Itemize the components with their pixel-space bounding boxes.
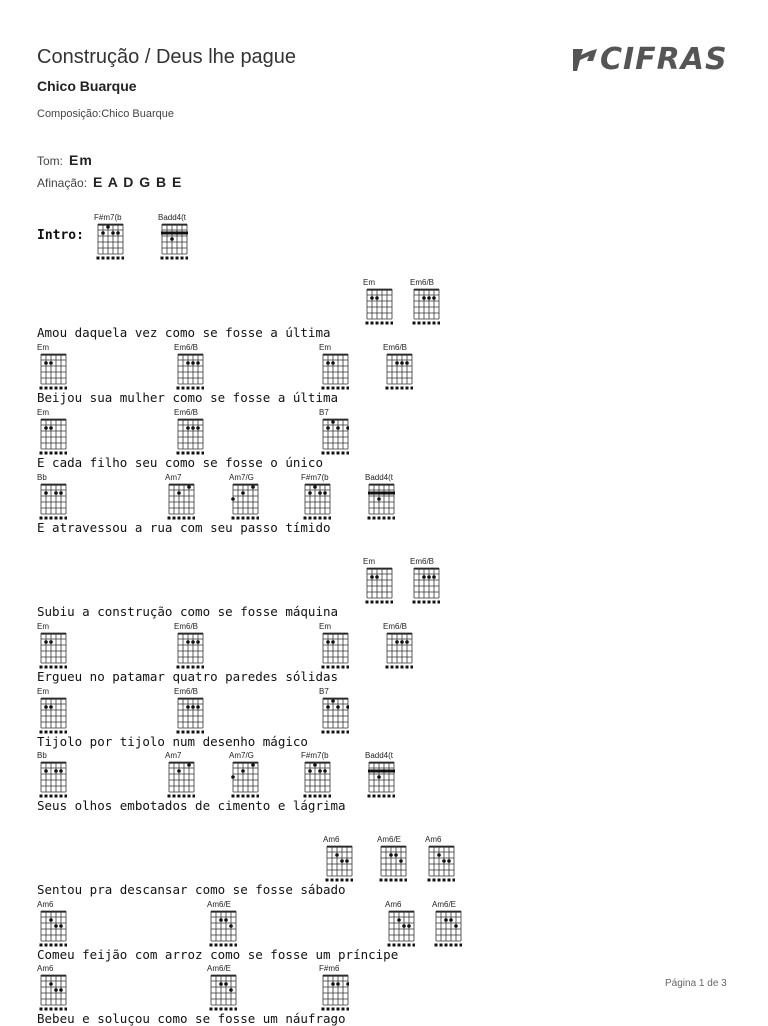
chord-grid xyxy=(319,973,349,1011)
chord-grid xyxy=(207,973,237,1011)
lyric-line: E atravessou a rua com seu passo tímido xyxy=(37,520,331,535)
chord-diagram xyxy=(319,622,351,668)
chord-grid xyxy=(37,760,67,798)
chord-diagram xyxy=(410,278,442,324)
chord-diagram xyxy=(37,408,69,454)
chord-name: Em6/B xyxy=(174,408,199,417)
chord-name: Am6 xyxy=(385,900,402,909)
chord-diagram xyxy=(410,557,442,603)
chord-grid xyxy=(174,696,204,734)
chord-name: F#m7(b xyxy=(94,213,122,222)
chord-grid xyxy=(37,696,67,734)
chord-name: B7 xyxy=(319,408,329,417)
chord-name: Am6 xyxy=(425,835,442,844)
chord-grid xyxy=(94,222,124,260)
chord-grid xyxy=(365,482,395,520)
lyric-line: Ergueu no patamar quatro paredes sólidas xyxy=(37,669,339,684)
chord-grid xyxy=(37,482,67,520)
chord-name: Em6/B xyxy=(410,278,435,287)
chord-name: Am6 xyxy=(37,964,54,973)
chord-diagram xyxy=(383,622,415,668)
chord-name: Em xyxy=(37,622,49,631)
chord-name: Em6/B xyxy=(174,622,199,631)
chord-diagram xyxy=(377,835,409,881)
chord-diagram xyxy=(37,622,69,668)
chord-grid xyxy=(37,631,67,669)
chord-name: Am6 xyxy=(323,835,340,844)
chord-name: Badd4(t xyxy=(365,751,394,760)
chord-diagram xyxy=(37,751,69,797)
page-indicator: Página 1 de 3 xyxy=(665,978,727,989)
chord-grid xyxy=(165,760,195,798)
chord-grid xyxy=(319,631,349,669)
chord-name: Am7/G xyxy=(229,751,254,760)
chord-grid xyxy=(319,352,349,390)
chord-grid xyxy=(174,417,204,455)
chord-diagram xyxy=(207,900,239,946)
chord-name: Bb xyxy=(37,473,47,482)
chord-name: F#m6 xyxy=(319,964,340,973)
chord-diagram xyxy=(174,687,206,733)
chord-diagram xyxy=(319,687,351,733)
chord-diagram xyxy=(383,343,415,389)
chord-name: Am6/E xyxy=(207,900,232,909)
chord-grid xyxy=(319,417,349,455)
chord-name: Em6/B xyxy=(383,343,408,352)
chord-grid xyxy=(37,352,67,390)
chord-grid xyxy=(165,482,195,520)
chord-diagram xyxy=(301,751,333,797)
chord-grid xyxy=(385,909,415,947)
chord-name: Bb xyxy=(37,751,47,760)
cifras-logo[interactable] xyxy=(570,42,728,77)
chord-diagram xyxy=(207,964,239,1010)
chord-diagram xyxy=(165,751,197,797)
chord-diagram xyxy=(37,343,69,389)
page-title: Construção / Deus lhe pague xyxy=(37,46,297,68)
lyric-line: Tijolo por tijolo num desenho mágico xyxy=(37,734,308,749)
chord-name: Am7 xyxy=(165,473,182,482)
chord-grid xyxy=(365,760,395,798)
chord-diagram xyxy=(365,473,397,519)
chord-name: Em xyxy=(37,408,49,417)
afinacao-row xyxy=(37,174,182,190)
chord-diagram xyxy=(323,835,355,881)
chord-diagram xyxy=(37,687,69,733)
chord-grid xyxy=(377,844,407,882)
intro-label: Intro: xyxy=(37,228,84,243)
afinacao-value: E A D G B E xyxy=(93,174,183,190)
chord-name: Em xyxy=(319,343,331,352)
lyric-line: Bebeu e soluçou como se fosse um náufrago xyxy=(37,1011,346,1026)
chord-grid xyxy=(410,566,440,604)
lyric-line: Sentou pra descansar como se fosse sábado xyxy=(37,882,346,897)
chord-name: Em6/B xyxy=(174,687,199,696)
afinacao-label: Afinação: xyxy=(37,176,88,190)
chord-diagram xyxy=(37,900,69,946)
chord-diagram xyxy=(174,343,206,389)
chord-grid xyxy=(174,352,204,390)
chord-diagram xyxy=(365,751,397,797)
chord-grid xyxy=(158,222,188,260)
chord-diagram xyxy=(37,473,69,519)
chord-diagram xyxy=(174,622,206,668)
chord-diagram xyxy=(174,408,206,454)
chord-grid xyxy=(363,566,393,604)
chord-grid xyxy=(410,287,440,325)
chord-diagram xyxy=(425,835,457,881)
chord-diagram xyxy=(385,900,417,946)
chord-name: Em6/B xyxy=(383,622,408,631)
chord-grid xyxy=(383,631,413,669)
lyric-line: Amou daquela vez como se fosse a última xyxy=(37,325,331,340)
lyric-line: Beijou sua mulher como se fosse a última xyxy=(37,390,339,405)
chord-name: F#m7(b xyxy=(301,751,329,760)
chord-diagram xyxy=(363,278,395,324)
chord-name: Am6/E xyxy=(377,835,402,844)
tom-row xyxy=(37,152,93,168)
chord-name: Am6 xyxy=(37,900,54,909)
chord-grid xyxy=(432,909,462,947)
chord-grid xyxy=(229,482,259,520)
lyric-line: Seus olhos embotados de cimento e lágrima xyxy=(37,798,346,813)
chord-name: Am6/E xyxy=(432,900,457,909)
chord-diagram xyxy=(94,213,126,259)
chord-grid xyxy=(301,760,331,798)
chord-name: Em6/B xyxy=(174,343,199,352)
chord-grid xyxy=(363,287,393,325)
composition-credit: Composição:Chico Buarque xyxy=(37,108,174,120)
chord-name: Am7/G xyxy=(229,473,254,482)
logo-text: CIFRAS xyxy=(600,42,728,77)
cifras-logo-icon xyxy=(570,45,600,75)
chord-diagram xyxy=(301,473,333,519)
chord-name: Badd4(t xyxy=(158,213,187,222)
chord-diagram xyxy=(165,473,197,519)
chord-diagram xyxy=(229,473,261,519)
chord-name: Em xyxy=(363,557,375,566)
chord-name: Em xyxy=(363,278,375,287)
chord-diagram xyxy=(319,964,351,1010)
tom-label: Tom: xyxy=(37,154,64,168)
chord-diagram xyxy=(432,900,464,946)
chord-name: Em xyxy=(37,687,49,696)
chord-grid xyxy=(425,844,455,882)
chord-diagram xyxy=(37,964,69,1010)
chord-grid xyxy=(383,352,413,390)
lyric-line: Comeu feijão com arroz como se fosse um príncipe xyxy=(37,947,399,962)
chord-name: Em xyxy=(37,343,49,352)
chord-grid xyxy=(37,417,67,455)
chord-grid xyxy=(301,482,331,520)
chord-name: Am7 xyxy=(165,751,182,760)
chord-diagram xyxy=(158,213,190,259)
chord-diagram xyxy=(229,751,261,797)
chord-grid xyxy=(207,909,237,947)
chord-grid xyxy=(37,909,67,947)
chord-name: Em xyxy=(319,622,331,631)
chord-name: Am6/E xyxy=(207,964,232,973)
chord-grid xyxy=(319,696,349,734)
chord-name: Badd4(t xyxy=(365,473,394,482)
tom-value: Em xyxy=(69,152,93,168)
chord-grid xyxy=(323,844,353,882)
chord-name: B7 xyxy=(319,687,329,696)
chord-diagram xyxy=(319,408,351,454)
chord-grid xyxy=(229,760,259,798)
chord-name: F#m7(b xyxy=(301,473,329,482)
chord-grid xyxy=(174,631,204,669)
chord-name: Em6/B xyxy=(410,557,435,566)
chord-grid xyxy=(37,973,67,1011)
chord-diagram xyxy=(319,343,351,389)
lyric-line: E cada filho seu como se fosse o único xyxy=(37,455,323,470)
lyric-line: Subiu a construção como se fosse máquina xyxy=(37,604,339,619)
chord-diagram xyxy=(363,557,395,603)
artist-name: Chico Buarque xyxy=(37,78,137,94)
